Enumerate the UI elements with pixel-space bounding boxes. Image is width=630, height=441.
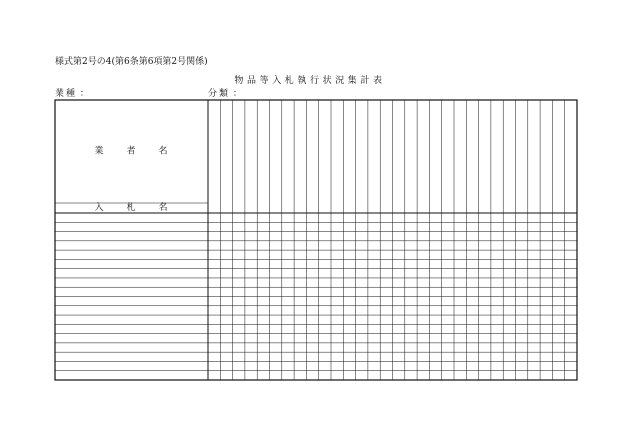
vendor-name-header-char: 名 [158, 146, 168, 157]
document-title: 物品等入札執行状況集計表 [234, 76, 386, 86]
table-outer-border [55, 100, 577, 380]
industry-label: 業種 [55, 89, 78, 99]
table-grid-lines [55, 100, 577, 380]
category-label: 分類 [208, 89, 231, 99]
industry-colon: ： [77, 89, 89, 99]
bid-name-header-char: 名 [158, 203, 168, 213]
vendor-name-header-char: 業 [94, 146, 104, 157]
bid-name-header-char: 札 [126, 203, 136, 213]
category-colon: ： [230, 89, 242, 99]
tally-table [54, 99, 578, 381]
form-number: 様式第2号の4(第6条第6項第2号関係) [55, 57, 208, 67]
bid-name-header-char: 入 [94, 203, 104, 213]
vendor-name-header-char: 者 [126, 146, 136, 157]
